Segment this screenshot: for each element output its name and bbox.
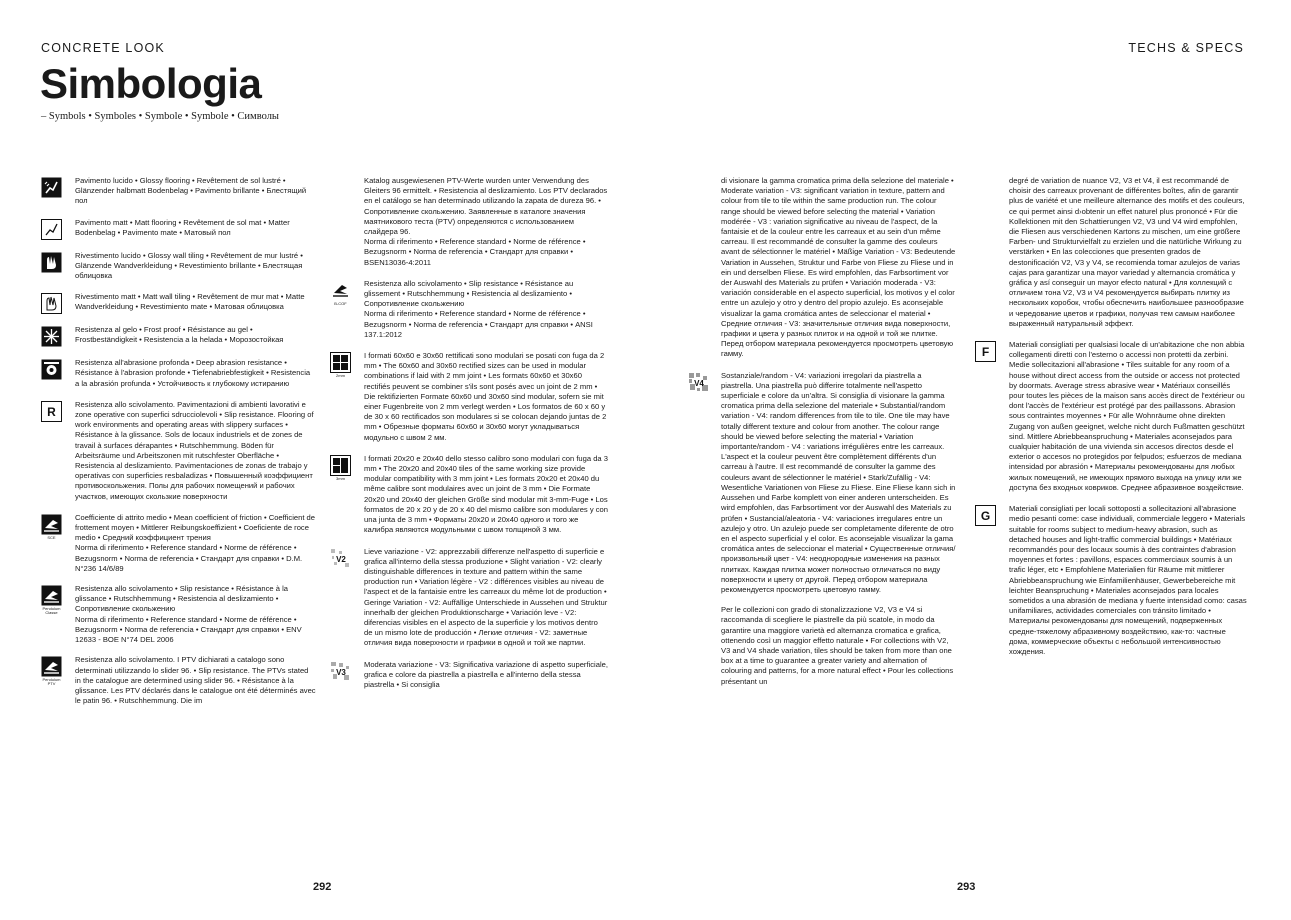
page-number-right: 293 xyxy=(957,881,976,893)
symbol-description: Resistenza allo scivolamento • Slip resistance • Résistance au glissement • Rutschhemmung • Resistencia al deslizamiento • Сопротивление скольжению Norma di riferimento • Reference standard • Norme de référence • Bezugsnorm • Norma de referencia • Стандарт для справки • ANSI 137.1:2012 xyxy=(364,278,593,339)
b-cof-icon xyxy=(330,280,351,306)
column-1 xyxy=(41,176,316,706)
glossy-floor-icon xyxy=(41,177,62,198)
v2-label: V2 xyxy=(336,554,346,564)
class-g-label: G xyxy=(980,509,991,524)
symbol-entry xyxy=(975,176,1247,329)
symbol-entry xyxy=(688,605,956,687)
v3-label: V3 xyxy=(336,667,346,677)
symbol-entry xyxy=(41,218,316,240)
symbol-description: Lieve variazione - V2: apprezzabili differenze nell'aspetto di superficie e grafica all'interno della stessa produzione • Slight variation - V2: clearly distinguishable differences in texture and pattern within the same production run • Variation légère - V2 : différences visibles au niveau de l'aspect et de la fantaisie entre les carreaux du même lot de production • Geringe Variation - V2: Auffällige Unterschiede in Aussehen und Struktur innerhalb der gleichen Produktionscharge • Variación leve - V2: diferencias visibles en el aspecto de la superficie y los motivos dentro de un mismo lote de producción • Легкие отличия - V2: заметные отличия вида поверхности и графики в одной и той же партии. xyxy=(364,546,608,648)
symbol-description: Moderata variazione - V3: Significativa variazione di aspetto superficiale, grafica e colore da piastrella a piastrella e all'interno della stessa piastrella • Si consiglia xyxy=(364,659,608,689)
page-title: Simbologia xyxy=(40,60,262,107)
symbol-entry xyxy=(41,292,316,314)
icon-caption: Pendulum Classe xyxy=(42,606,61,616)
symbol-description: I formati 20x20 e 20x40 dello stesso calibro sono modulari con fuga da 3 mm • The 20x20 and 20x40 tiles of the same working size provide modular compatibility with 3 mm joint • Les formats 20x20 et 20x40 du même calibre sont modulaires avec un joint de 3 mm • Die Formate 20x20 und 20x40 der gleichen Größe sind modular mit 3-mm-Fuge • Los formatos de 20 x 20 y de 20 x 40 del mismo calibre son modulares y con una junta de 3 mm • Форматы 20x20 и 20x40 одного и того же калибра являются модульными с швом толщиной 3 мм. xyxy=(364,453,608,535)
slip-r-label: R xyxy=(47,404,56,419)
class-g-icon xyxy=(975,505,996,526)
frost-proof-icon xyxy=(41,326,62,347)
modular-3mm-icon xyxy=(330,455,351,481)
class-f-label: F xyxy=(981,345,990,360)
symbol-description: Per le collezioni con grado di stonalizzazione V2, V3 e V4 si raccomanda di scegliere le piastrelle da più scatole, in modo da garantire una maggiore varietà ed alternanza cromatica e grafica, ottenendo così un maggior effetto naturale • For collections with V2, V3 and V4 shade variation, tiles should be taken from more than one box at a time to guarantee a greater variety and alternation of colouring and patterns, for a more natural effect • Pour les collections présentant un xyxy=(721,605,954,686)
matt-floor-icon xyxy=(41,219,62,240)
symbol-description: Rivestimento lucido • Glossy wall tiling • Revêtement de mur lustré • Glänzende Wandverkleidung • Revestimiento brillante • Блестящая облицовка xyxy=(75,250,303,281)
brand-label: CONCRETE LOOK xyxy=(41,41,165,55)
symbol-entry xyxy=(330,660,608,691)
symbol-description: Sostanziale/random - V4: variazioni irregolari da piastrella a piastrella. Una piastrella può differire totalmente nell'aspetto superficiale e colore da un'altra. Si consiglia di visionare la gamma cromatica prima della selezione del materiale • Substantial/random variation - V4: random differences from tile to tile. One tile may have totally different texture and colour from another. The colour range should be viewed before selecting the material • Variation importante/random - V4 : variations irrégulières entre les carreaux. L'aspect et la couleur peuvent être complètement différents d'un carreau à l'autre. Il est recommandé de consulter la gamme des couleurs avant de sélectionner le matériel • Stark/Zufällig - V4: Wesentliche Variationen von Fliese zu Fliese. Eine Fliese kann sich in Aussehen und Farbe komplett von einer anderen unterscheiden. Es wird empfohlen, das Farbsortiment vor der Auswahl des Materials zu prüfen • Sustancial/aleatoria - V4: variaciones irregulares entre un azulejo y otro. Un azulejo puede ser completamente diferente de otro en el aspecto superficial y el color. Es aconsejable visualizar la gama cromática antes de seleccionar el material • Существенные отличия/произвольный цвет - V4: неоднородные изменения на разных плитках. Каждая плитка может полностью отличаться по виду поверхности и цвету от другой. Перед отбором материала рекомендуется просмотреть цветовую гамму. xyxy=(721,370,956,594)
symbol-description: Materiali consigliati per qualsiasi locale di un'abitazione che non abbia collegamenti diretti con l'esterno o accessi non protetti da zerbini. Medie sollecitazioni all'abrasione • Tiles suitable for any room of a house without direct access from the outside or access not protected by doormats. Average stress abrasive wear • Matériaux conseillés pour toutes les pièces de la maison sans accès direct de l'extérieur ou dont l'accès de l'extérieur est protégé par des paillassons. Abrasion sous contraintes moyennes • Für alle Wohnräume ohne direkten Zugang von außen geeignet, welche nicht durch Fußmatten geschützt sind. Mittlere Abriebbeanspruchung • Materiales aconsejados para cualquier habitación de una vivienda sin accesos directos desde el exterior o accesos no protegidos por felpudos; esfuerzos de mediana intensidad por abrasión • Материалы рекомендованы для любых жилых помещений, не имеющих прямого выхода на улицу или же доступа без входных ковриков. Среднее абразивное воздействие. xyxy=(1009,340,1245,492)
symbol-entry xyxy=(975,504,1247,657)
symbol-entry xyxy=(41,655,316,706)
section-label: TECHS & SPECS xyxy=(1128,41,1244,55)
symbol-description: Coefficiente di attrito medio • Mean coefficient of friction • Coefficient de frottement moyen • Mittlerer Reibungskoeffizient • Coeficiente de roce medio • Средний коэффициент трения Norma di riferimento • Reference standard • Norme de référence • Bezugsnorm • Norma de referencia • Стандарт для справки • D.M. N°236 14/6/89 xyxy=(75,512,316,573)
symbol-entry xyxy=(975,340,1247,493)
v4-icon xyxy=(688,372,709,393)
v3-icon xyxy=(330,661,351,682)
symbol-entry xyxy=(41,584,316,645)
symbol-description: di visionare la gamma cromatica prima della selezione del materiale • Moderate variation - V3: significant variation in texture, pattern and colour from tile to tile within the same production run. The colour range should be viewed before selecting the material • Variation modérée - V3 : variation significative au niveau de l'aspect, de la fantaisie et de la couleur entre les carreaux et au sein d'un même carreau. Il est recommandé de consulter la gamme des couleurs avant de sélectionner le matériel • Mäßige Variation - V3: Bedeutende Variation in Aussehen, Struktur und Farbe von Fliese zu Fliese und in ein und derselben Fliese. Es wird empfohlen, das Farbsortiment vor der Auswahl des Materials zu prüfen • Variación moderada - V3: variación considerable en el aspecto superficial, los motivos y el color entre un azulejo y otro y dentro del propio azulejo. Es aconsejable visualizar la gama cromática antes de seleccionar el material • Средние отличия - V3: значительные отличия вида поверхности, графики и цвета у разных плиток и на одной и той же плитке. Перед отбором материала рекомендуется просмотреть цветовую гамму. xyxy=(721,176,956,359)
slip-r-icon xyxy=(41,401,62,422)
symbol-entry xyxy=(41,513,316,574)
symbol-description: Pavimento lucido • Glossy flooring • Revêtement de sol lustré • Glänzender halbmatt Bodenbelag • Pavimento brillante • Блестящий пол xyxy=(75,176,307,206)
icon-caption: Pendulum PTV xyxy=(42,677,61,687)
page-number-left: 292 xyxy=(313,881,332,893)
pendulum-ptv-icon xyxy=(41,656,62,686)
symbol-description: Resistenza al gelo • Frost proof • Résistance au gel • Frostbeständigkeit • Resistencia a la helada • Морозостойкая xyxy=(75,325,284,345)
modular-2mm-icon xyxy=(330,352,351,378)
column-4 xyxy=(975,176,1247,657)
symbol-entry xyxy=(688,176,956,360)
symbol-entry xyxy=(41,176,316,207)
symbol-entry xyxy=(41,358,316,389)
class-f-icon xyxy=(975,341,996,362)
v2-icon xyxy=(330,548,351,569)
symbol-description: Resistenza allo scivolamento. Pavimentazioni di ambienti lavorativi e zone operative con superfici sdrucciolevoli • Slip resistance. Flooring of work environments and operating areas with slippery surfaces • Résistance à la glissance. Sols de locaux industriels et de zones de travail à surfaces dérapantes • Rutschhemmung. Böden für Arbeitsräume und Arbeitszonen mit rutschfester Oberfläche • Resistencia al deslizamiento. Pavimentaciones de zonas de trabajo y operativas con superficies resbaladizas • Повышенный коэффициент противоскольжения. Полы для рабочих помещений и рабочих участков, имеющих скользкие поверхности xyxy=(75,399,314,501)
symbol-entry xyxy=(330,547,608,649)
pendulum-classe-icon xyxy=(41,585,62,615)
deep-abrasion-icon xyxy=(41,359,62,380)
symbol-entry xyxy=(330,454,608,536)
symbol-description: degré de variation de nuance V2, V3 et V4, il est recommandé de choisir des carreaux provenant de différentes boîtes, afin de garantir plus de variété et une meilleure alternance des motifs et des couleurs, ce qui permet ainsi d›obtenir un effet naturel plus prononcé • Für die Kollektionen mit den Schattierungen V2, V3 und V4 wird empfohlen, die Fliesen aus verschiedenen Kartons zu mischen, um eine größere Farben- und Strukturvielfalt zu erzielen und die natürliche Wirkung zu verstärken • En las colecciones que presenten grados de destonificación V2, V3 y V4, se recomienda tomar azulejos de varias cajas para garantizar una mayor variedad y alternancia cromática y gráfica y así conseguir un mayor efecto natural • Для коллекций с отличием тона V2, V3 и V4 рекомендуется выбирать плитку из нескольких коробок, чтобы обеспечить наибольшее разнообразие и чередование цветов и графики, получая тем самым наиболее выраженный натуральный эффект. xyxy=(1009,176,1245,328)
icon-caption: 2mm xyxy=(336,373,345,379)
symbol-description: Rivestimento matt • Matt wall tiling • Revêtement de mur mat • Matte Wandverkleidung • Revestimiento mate • Матовая облицовка xyxy=(75,292,305,312)
symbol-entry xyxy=(41,251,316,282)
symbol-entry xyxy=(41,325,316,347)
icon-caption: 3mm xyxy=(336,475,345,481)
symbol-description: I formati 60x60 e 30x60 rettificati sono modulari se posati con fuga da 2 mm • The 60x60 and 30x60 rectified sizes can be used in modular combinations if laid with 2 mm joint • Les formats 60x60 et 30x60 rectifiés peuvent se combiner s'ils sont posés avec un joint de 2 mm • Die rektifizierten Formate 60x60 und 30x60 sind modular, sofern sie mit einer Fugenbreite von 2 mm verlegt werden • Los formatos de 60 x 60 y de 30 x 60 rectificados son modulares si se colocan dejando juntas de 2 mm • Обрезные форматы 60x60 и 30x60 могут укладываться модульно с швом 2 мм. xyxy=(364,351,607,442)
column-3 xyxy=(688,176,956,687)
v4-label: V4 xyxy=(694,378,704,388)
icon-caption: SCE xyxy=(47,534,56,540)
symbol-description: Resistenza all'abrasione profonda • Deep abrasion resistance • Résistance à l'abrasion profonde • Tiefenabriebfestigkeit • Resistencia a la abrasión profunda • Устойчивость к глубокому истиранию xyxy=(75,358,311,388)
symbol-entry xyxy=(688,371,956,595)
symbol-entry xyxy=(330,176,608,268)
icon-caption: B-COF xyxy=(334,300,347,306)
symbol-description: Resistenza allo scivolamento • Slip resistance • Résistance à la glissance • Rutschhemmung • Resistencia al deslizamiento • Сопротивление скольжению Norma di riferimento • Reference standard • Norme de référence • Bezugsnorm • Norma de referencia • Стандарт для справки • ENV 12633 - BOE N°74 DEL 2006 xyxy=(75,584,302,645)
matt-wall-icon xyxy=(41,293,62,314)
symbol-description: Resistenza allo scivolamento. I PTV dichiarati a catalogo sono determinati utilizzando lo slider 96. • Slip resistance. The PTVs stated in the catalogue are determined using slider 96. • Résistance à la glissance. Les PTV déclarés dans le catalogue ont été déterminés avec le patin 96. • Rutschhemmung. Die im xyxy=(75,655,316,706)
symbol-description: Pavimento matt • Matt flooring • Revêtement de sol mat • Matter Bodenbelag • Pavimento mate • Матовый пол xyxy=(75,217,290,237)
symbol-description: Materiali consigliati per locali sottoposti a sollecitazioni all'abrasione medio pesanti come: case individuali, commerciale leggero • Materials suitable for rooms subject to medium-heavy abrasion, such as detached houses and light-traffic commercial buildings • Matériaux recommandés pour des locaux soumis à des contraintes d'abrasion moyennes et fortes : pavillons, espaces commerciaux soumis à un trafic léger, etc • Empfohlene Materialien für Räume mit mittlerer Abriebbeanspruchung wie Einfamilienhäuser, Gewerbebereiche mit leichter Beanspruchung • Materiales aconsejados para locales sometidos a una abrasión de mediana y fuerte intensidad como: casas unifamiliares, actividades comerciales con tránsito limitado • Материалы рекомендованы для помещений, подверженных средне-тяжелому абразивному воздействию, как-то: частные дома, коммерческие объекты с небольшой интенсивностью хождения. xyxy=(1009,504,1247,656)
symbol-entry xyxy=(330,279,608,340)
symbol-entry xyxy=(41,400,316,502)
column-2 xyxy=(330,176,608,690)
friction-sce-icon xyxy=(41,514,62,540)
glossy-wall-icon xyxy=(41,252,62,273)
symbol-description: Katalog ausgewiesenen PTV-Werte wurden unter Verwendung des Gleiters 96 ermittelt. • Resistencia al deslizamiento. Los PTV declarados en el catálogo se han determinado utilizando la zapata de dureza 96. • Сопротивление скольжению. Заявленные в каталоге значения маятникового теста (PTV) определяются с использованием слайдера 96. Norma di riferimento • Reference standard • Norme de référence • Bezugsnorm • Norma de referencia • Стандарт для справки • BSEN13036-4:2011 xyxy=(364,176,608,267)
page-subtitle: – Symbols • Symboles • Symbole • Symbole • Символы xyxy=(41,111,279,122)
symbol-entry xyxy=(330,351,608,443)
